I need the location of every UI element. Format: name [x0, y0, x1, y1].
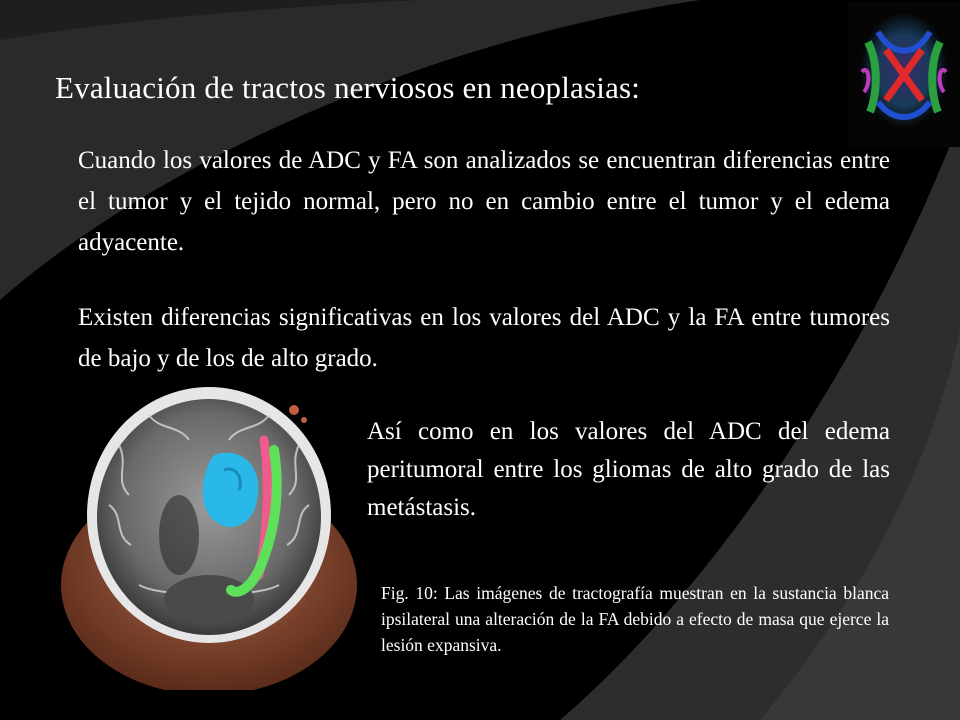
dti-thumbnail-image — [848, 2, 960, 147]
paragraph-adc-fa-differences: Cuando los valores de ADC y FA son analizados se encuentran diferencias entre el tumor y el tejido normal, pero no en cambio entre el tumor y el edema adyacente. — [78, 147, 890, 256]
paragraph-tumor-grade: Existen diferencias significativas en los valores del ADC y la FA entre tumores de bajo y de los de alto grado. — [78, 304, 890, 372]
figure-caption: Fig. 10: Las imágenes de tractografía muestran en la sustancia blanca ipsilateral una alteración de la FA debido a efecto de masa que ejerce la lesión expansiva. — [381, 583, 889, 655]
tractography-mri-image — [59, 385, 357, 690]
paragraph-peritumoral-edema: Así como en los valores del ADC del edema peritumoral entre los gliomas de alto grado de las metástasis. — [367, 418, 890, 521]
slide-title: Evaluación de tractos nerviosos en neoplasias: — [55, 70, 641, 105]
